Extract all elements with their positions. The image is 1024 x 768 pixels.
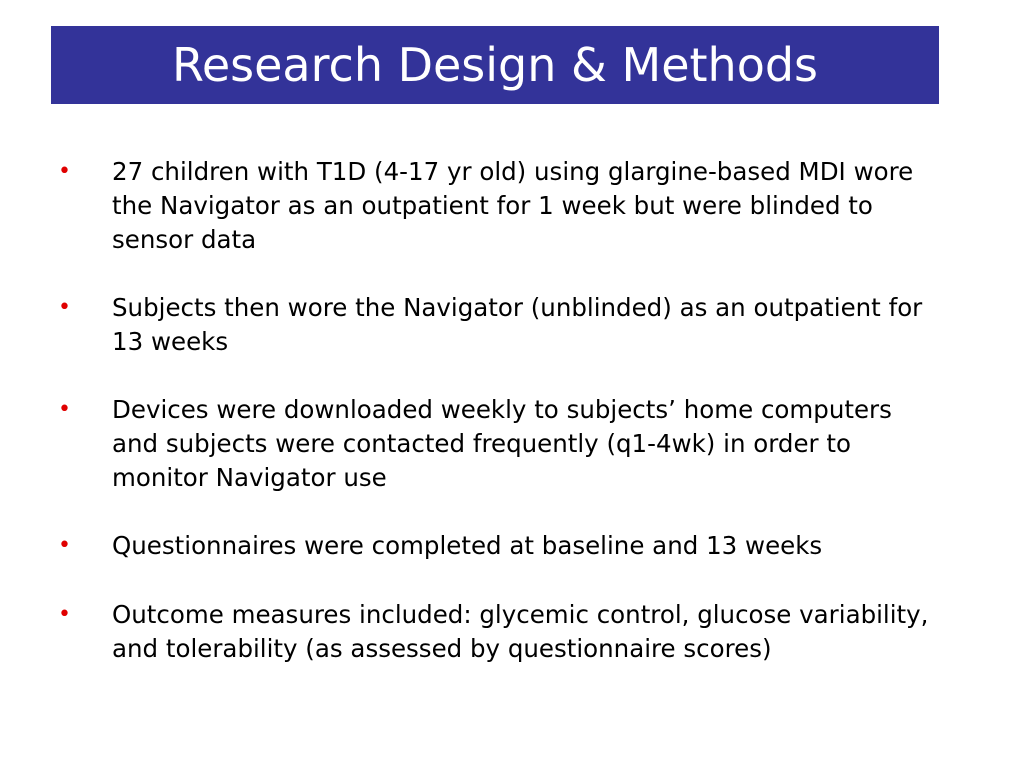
bullet-icon: • bbox=[58, 602, 71, 627]
bullet-icon: • bbox=[58, 295, 71, 320]
bullet-icon: • bbox=[58, 397, 71, 422]
bullet-text: Devices were downloaded weekly to subjects’ home computers and subjects were contacted frequently (q1-4wk) in order to monitor Navigator use bbox=[112, 395, 892, 492]
bullet-item bbox=[56, 598, 956, 666]
bullet-icon: • bbox=[58, 159, 71, 184]
bullet-text: Outcome measures included: glycemic control, glucose variability, and tolerability (as assessed by questionnaire scores) bbox=[112, 600, 929, 663]
bullet-text: 27 children with T1D (4-17 yr old) using glargine-based MDI wore the Navigator as an outpatient for 1 week but were blinded to sensor data bbox=[112, 157, 914, 254]
bullet-item bbox=[56, 529, 956, 563]
bullet-item bbox=[56, 291, 956, 359]
bullet-text: Subjects then wore the Navigator (unblinded) as an outpatient for 13 weeks bbox=[112, 293, 923, 356]
bullet-item bbox=[56, 393, 956, 495]
bullet-item bbox=[56, 155, 956, 257]
bullet-text: Questionnaires were completed at baseline and 13 weeks bbox=[112, 531, 823, 560]
bullet-icon: • bbox=[58, 533, 71, 558]
slide-title: Research Design & Methods bbox=[171, 38, 819, 92]
